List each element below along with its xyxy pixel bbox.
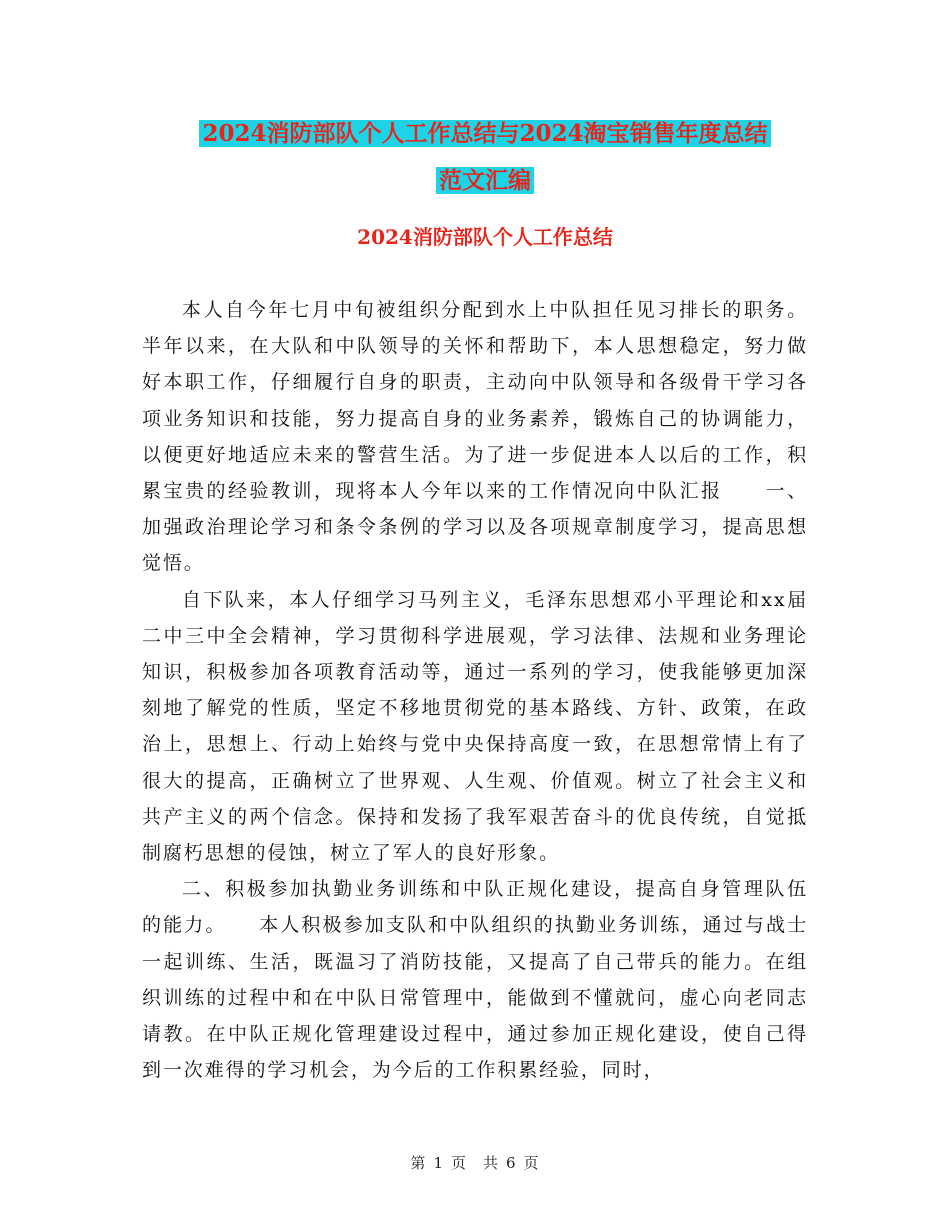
document-title-line-1: 2024消防部队个人工作总结与2024淘宝销售年度总结 [199,120,770,147]
page-suffix: 页 [523,1154,540,1172]
body-paragraph: 自下队来，本人仔细学习马列主义，毛泽东思想邓小平理论和xx届二中三中全会精神，学习贯彻科学进展观，学习法律、法规和业务理论知识，积极参加各项教育活动等，通过一系列的学习，使我能够更加深刻地了解党的性质，坚定不移地贯彻党的基本路线、方针、政策，在政治上，思想上、行动上始终与党中央保持高度一致，在思想常情上有了很大的提高，正确树立了世界观、人生观、价值观。树立了社会主义和共产主义的两个信念。保持和发扬了我军艰苦奋斗的优良传统，自觉抵制腐朽思想的侵蚀，树立了军人的良好形象。 [142,588,808,865]
document-title [140,110,830,204]
page-total: 6 [506,1154,517,1172]
page-footer [0,1152,950,1173]
body-paragraph: 二、积极参加执勤业务训练和中队正规化建设，提高自身管理队伍的能力。 本人积极参加支队和中队组织的执勤业务训练，通过与战士一起训练、生活，既温习了消防技能，又提高了自己带兵的能力。在组织训练的过程中和在中队日常管理中，能做到不懂就问，虚心向老同志请教。在中队正规化管理建设过程中，通过参加正规化建设，使自己得到一次难得的学习机会，为今后的工作积累经验，同时， [142,878,808,1082]
document-title-line-2: 范文汇编 [436,167,534,194]
body-paragraph: 本人自今年七月中旬被组织分配到水上中队担任见习排长的职务。半年以来，在大队和中队领导的关怀和帮助下，本人思想稳定，努力做好本职工作，仔细履行自身的职责，主动向中队领导和各级骨干学习各项业务知识和技能，努力提高自身的业务素养，锻炼自己的协调能力，以便更好地适应未来的警营生活。为了进一步促进本人以后的工作，积累宝贵的经验教训，现将本人今年以来的工作情况向中队汇报 一、加强政治理论学习和条令条例的学习以及各项规章制度学习，提高思想觉悟。 [142,299,808,575]
page-number: 1 [433,1154,444,1172]
page-prefix: 第 [410,1154,427,1172]
document-body [142,292,808,1088]
section-heading: 2024消防部队个人工作总结 [357,225,613,249]
page-middle: 页 共 [450,1154,499,1172]
